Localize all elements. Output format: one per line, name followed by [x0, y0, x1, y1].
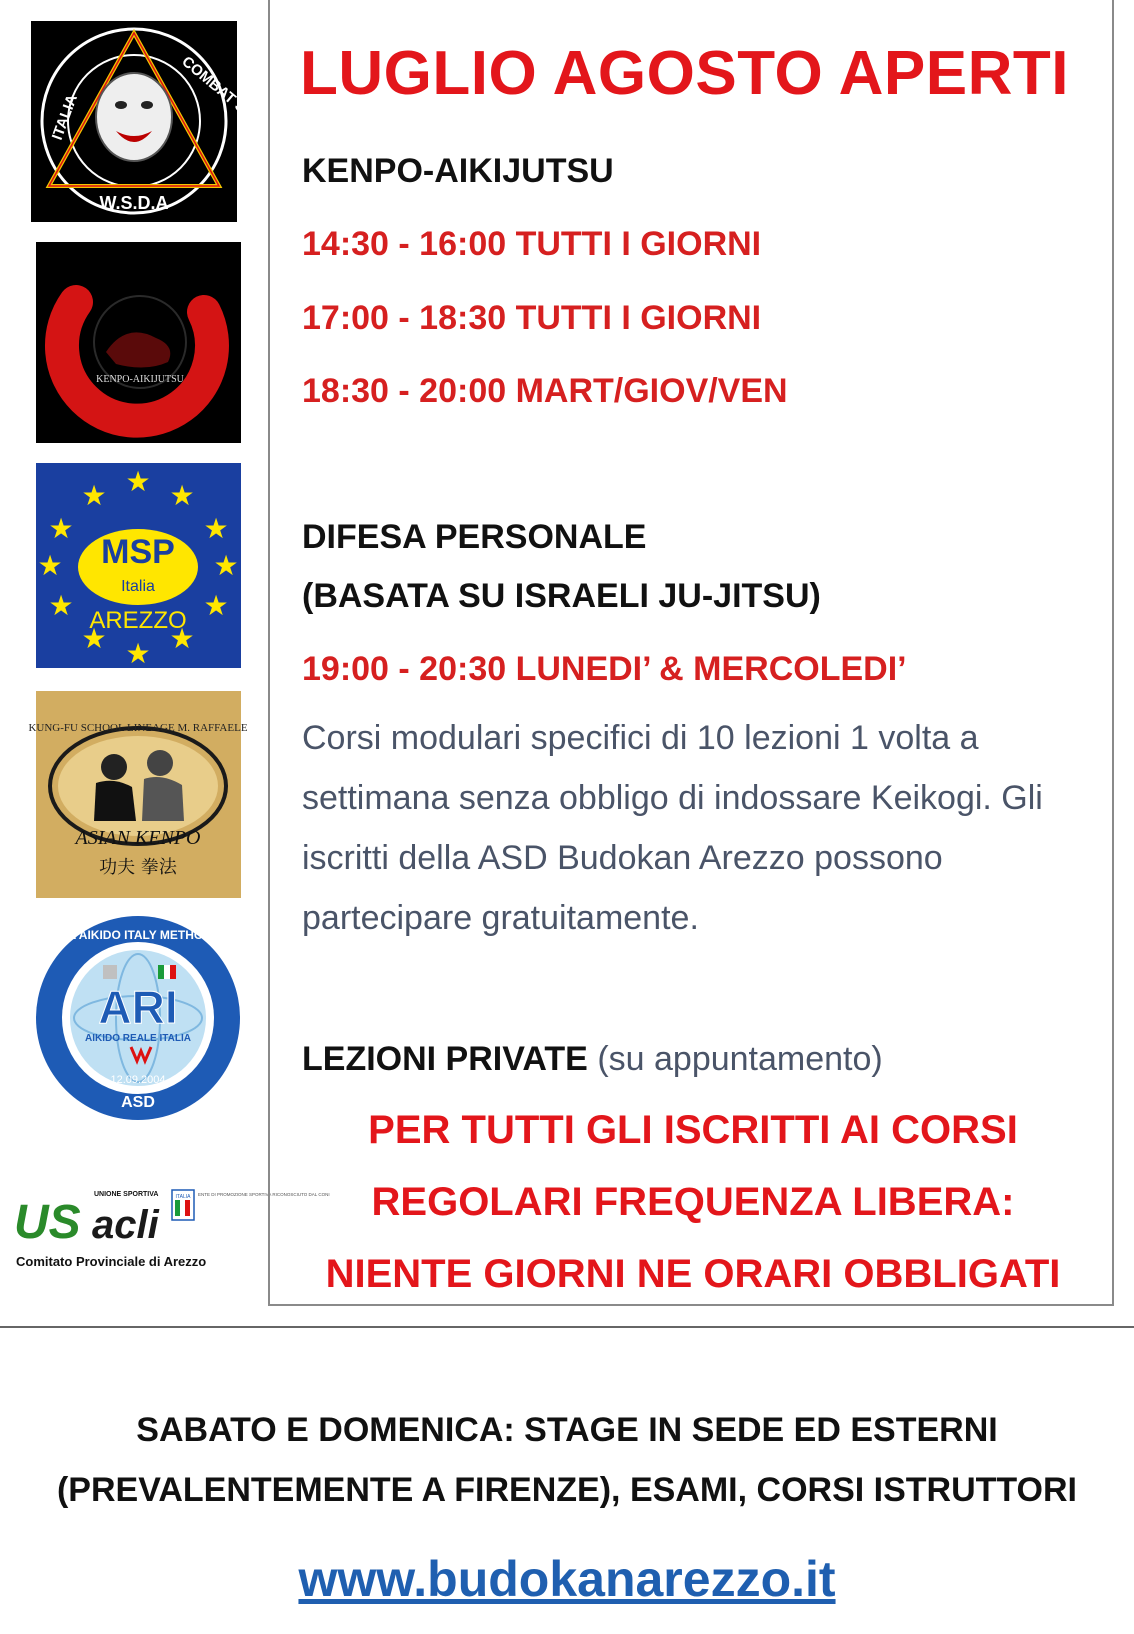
svg-text:★: ★	[81, 480, 107, 511]
us-acli-side-text: ENTE DI PROMOZIONE SPORTIVA RICONOSCIUTO DAL CONI	[198, 1192, 330, 1197]
asian-kenpo-chinese: 功夫 拳法	[99, 857, 177, 878]
notice-line-3: NIENTE GIORNI NE ORARI OBBLIGATI	[325, 1252, 1061, 1296]
svg-text:★: ★	[203, 513, 229, 544]
difesa-description: Corsi modulari specifici di 10 lezioni 1 volta a settimana senza obbligo di indossare Keikogi. Gli iscritti della ASD Budokan Arezzo possono partecipare gratuitamente.	[302, 719, 1043, 937]
private-heading: LEZIONI PRIVATE	[302, 1040, 588, 1078]
ari-brand: ARI	[98, 981, 178, 1033]
ari-date: 12.09.2004	[110, 1074, 166, 1086]
asian-kenpo-logo	[28, 691, 248, 898]
kenpo-heading: KENPO-AIKIJUTSU	[302, 152, 614, 190]
svg-text:★: ★	[169, 480, 195, 511]
weekend-line-2: (PREVALENTEMENTE A FIRENZE), ESAMI, CORSI ISTRUTTORI	[56, 1471, 1078, 1509]
us-acli-brand-us: US	[14, 1196, 81, 1249]
kenpo-time-3: 18:30 - 20:00 MART/GIOV/VEN	[302, 372, 788, 410]
svg-text:★: ★	[169, 623, 195, 654]
svg-text:★: ★	[203, 590, 229, 621]
ari-aikido-logo	[33, 913, 243, 1123]
svg-text:★: ★	[48, 590, 74, 621]
wsda-logo	[31, 21, 290, 222]
svg-text:★: ★	[81, 623, 107, 654]
us-acli-flag-label: ITALIA	[175, 1194, 191, 1200]
notice-line-2: REGOLARI FREQUENZA LIBERA:	[371, 1180, 1015, 1224]
us-acli-logo	[12, 1186, 330, 1272]
ari-asd: ASD	[121, 1094, 155, 1111]
svg-text:★: ★	[125, 466, 151, 497]
svg-text:★: ★	[37, 550, 63, 581]
wsda-text-left: ITALIA	[48, 92, 81, 143]
wsda-text-top: COMBAT SYSTEM	[178, 53, 290, 150]
private-note: (su appuntamento)	[597, 1040, 883, 1078]
difesa-heading: DIFESA PERSONALE	[302, 518, 647, 556]
msp-brand: MSP	[101, 533, 175, 571]
kenpo-time-1: 14:30 - 16:00 TUTTI I GIORNI	[302, 225, 762, 263]
ari-sub: AIKIDO REALE ITALIA	[85, 1033, 191, 1044]
asian-kenpo-arc: KUNG-FU SCHOOL LINEAGE M. RAFFAELE	[28, 722, 248, 734]
website-link[interactable]: www.budokanarezzo.it	[298, 1551, 836, 1607]
svg-text:★: ★	[48, 513, 74, 544]
msp-line1: Italia	[121, 578, 155, 595]
weekend-line-1: SABATO E DOMENICA: STAGE IN SEDE ED ESTERNI	[136, 1411, 998, 1449]
notice-line-1: PER TUTTI GLI ISCRITTI AI CORSI	[368, 1108, 1018, 1152]
msp-line2: AREZZO	[89, 607, 187, 634]
difesa-subheading: (BASATA SU ISRAELI JU-JITSU)	[302, 577, 821, 615]
us-acli-caption: Comitato Provinciale di Arezzo	[16, 1254, 207, 1269]
page-title: LUGLIO AGOSTO APERTI	[300, 39, 1069, 108]
svg-text:★: ★	[125, 638, 151, 669]
svg-text:★: ★	[213, 550, 239, 581]
us-acli-brand-acli: acli	[92, 1203, 159, 1247]
kenpo-aikijutsu-logo	[36, 242, 241, 443]
divider	[0, 1326, 1134, 1328]
us-acli-label: UNIONE SPORTIVA	[94, 1191, 159, 1198]
wsda-text-bottom: W.S.D.A	[99, 193, 169, 213]
ari-arc: REAL AIKIDO ITALY METHOD RU	[43, 928, 233, 942]
difesa-time: 19:00 - 20:30 LUNEDI’ & MERCOLEDI’	[302, 650, 907, 688]
msp-arezzo-logo	[36, 463, 241, 668]
private-lessons	[302, 1040, 883, 1079]
kenpo-time-2: 17:00 - 18:30 TUTTI I GIORNI	[302, 299, 762, 337]
schedule-frame	[268, 0, 1114, 1306]
asian-kenpo-name: ASIAN KENPO	[75, 827, 201, 849]
kenpo-logo-text: KENPO-AIKIJUTSU	[96, 374, 184, 385]
